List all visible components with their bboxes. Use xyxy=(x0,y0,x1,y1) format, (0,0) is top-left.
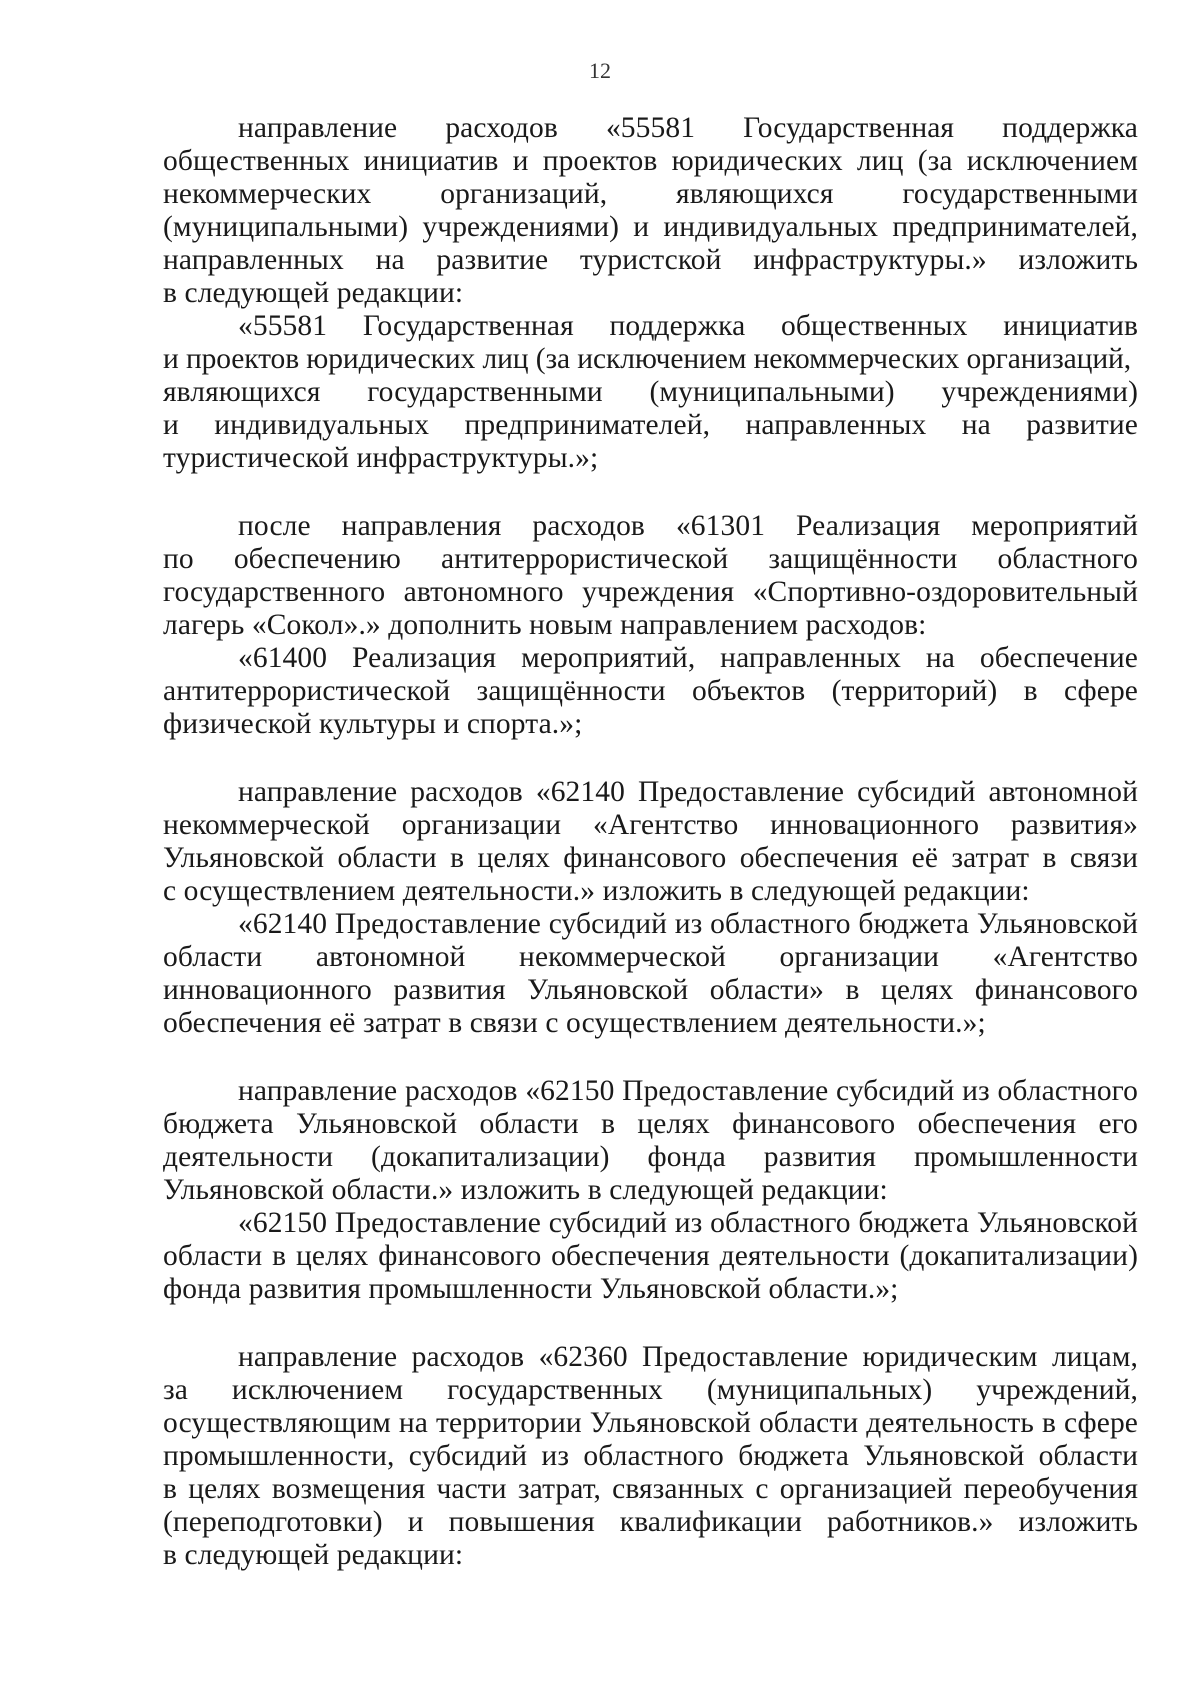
text-line: некоммерческой организации «Агентство инновационного развития» xyxy=(163,809,1138,841)
text-line: области в целях финансового обеспечения деятельности (докапитализации) xyxy=(163,1240,1138,1272)
text-line: (муниципальными) учреждениями) и индивидуальных предпринимателей, xyxy=(163,211,1138,243)
text-line: «61400 Реализация мероприятий, направленных на обеспечение xyxy=(238,642,1138,674)
text-line: инновационного развития Ульяновской области» в целях финансового xyxy=(163,974,1138,1006)
text-line: государственного автономного учреждения «Спортивно-оздоровительный xyxy=(163,576,1138,608)
text-line: направление расходов «62140 Предоставление субсидий автономной xyxy=(238,776,1138,808)
text-line: физической культуры и спорта.»; xyxy=(163,708,583,740)
text-line: по обеспечению антитеррористической защищённости областного xyxy=(163,543,1138,575)
text-line: в целях возмещения части затрат, связанных с организацией переобучения xyxy=(163,1473,1138,1505)
text-line: с осуществлением деятельности.» изложить в следующей редакции: xyxy=(163,875,1030,907)
text-line: осуществляющим на территории Ульяновской области деятельность в сфере xyxy=(163,1407,1138,1439)
text-line: направленных на развитие туристской инфраструктуры.» изложить xyxy=(163,244,1138,276)
text-line: направление расходов «62150 Предоставление субсидий из областного xyxy=(238,1075,1138,1107)
text-line: антитеррористической защищённости объектов (территорий) в сфере xyxy=(163,675,1138,707)
text-line: промышленности, субсидий из областного бюджета Ульяновской области xyxy=(163,1440,1138,1472)
text-line: являющихся государственными (муниципальными) учреждениями) xyxy=(163,376,1138,408)
text-line: общественных инициатив и проектов юридических лиц (за исключением xyxy=(163,145,1138,177)
text-line: Ульяновской области.» изложить в следующей редакции: xyxy=(163,1174,888,1206)
text-line: в следующей редакции: xyxy=(163,277,464,309)
text-line: некоммерческих организаций, являющихся государственными xyxy=(163,178,1138,210)
text-line: (переподготовки) и повышения квалификации работников.» изложить xyxy=(163,1506,1138,1538)
text-line: «62150 Предоставление субсидий из областного бюджета Ульяновской xyxy=(238,1207,1138,1239)
text-line: направление расходов «62360 Предоставление юридическим лицам, xyxy=(238,1341,1138,1373)
text-line: обеспечения её затрат в связи с осуществлением деятельности.»; xyxy=(163,1007,986,1039)
text-line: бюджета Ульяновской области в целях финансового обеспечения его xyxy=(163,1108,1138,1140)
text-line: и индивидуальных предпринимателей, направленных на развитие xyxy=(163,409,1138,441)
text-line: туристической инфраструктуры.»; xyxy=(163,442,599,474)
page-number: 12 xyxy=(589,58,611,83)
text-line: за исключением государственных (муниципальных) учреждений, xyxy=(163,1374,1138,1406)
text-line: Ульяновской области в целях финансового обеспечения её затрат в связи xyxy=(163,842,1138,874)
text-line: лагерь «Сокол».» дополнить новым направлением расходов: xyxy=(163,609,927,641)
text-line: в следующей редакции: xyxy=(163,1539,464,1571)
text-line: и проектов юридических лиц (за исключением некоммерческих организаций, xyxy=(163,343,1132,375)
text-line: направление расходов «55581 Государственная поддержка xyxy=(238,112,1138,144)
text-line: «55581 Государственная поддержка общественных инициатив xyxy=(238,310,1138,342)
text-line: фонда развития промышленности Ульяновской области.»; xyxy=(163,1273,899,1305)
text-line: области автономной некоммерческой организации «Агентство xyxy=(163,941,1138,973)
text-line: после направления расходов «61301 Реализация мероприятий xyxy=(238,510,1138,542)
text-line: «62140 Предоставление субсидий из областного бюджета Ульяновской xyxy=(238,908,1138,940)
text-line: деятельности (докапитализации) фонда развития промышленности xyxy=(163,1141,1138,1173)
